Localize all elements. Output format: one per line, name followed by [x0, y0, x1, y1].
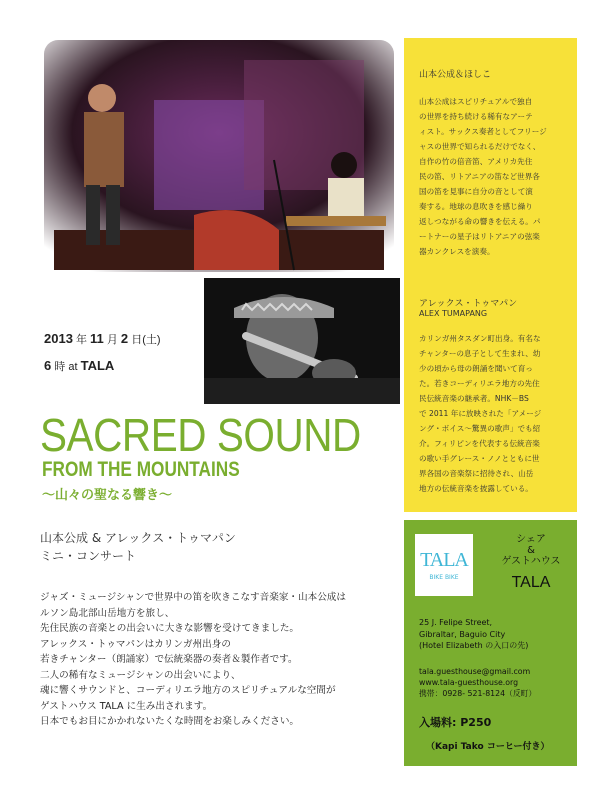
bio1-line: の世界を持ち続ける稀有なアーテ — [419, 112, 533, 121]
share-line1: シェア — [516, 534, 546, 545]
sub-title: FROM THE MOUNTAINS — [42, 458, 240, 481]
tala-logo — [415, 534, 473, 596]
performers-line: 山本公成 & アレックス・トゥマパン — [40, 531, 236, 545]
bio2-line: た。若きコーディリエラ地方の先住 — [419, 379, 540, 388]
date-day: 2 — [120, 331, 129, 346]
admission-fee: 入場料: P250 — [419, 716, 492, 729]
description-line: ジャズ・ミュージシャンで世界中の笛を吹きこなす音楽家・山本公成は — [40, 592, 346, 603]
address-line: 25 J. Felipe Street, — [419, 618, 493, 627]
logo-text: TALA — [420, 549, 468, 571]
bio2-line: 民伝統音楽の継承者。NHK－BS — [419, 394, 529, 403]
date-day-suffix: 日 — [131, 334, 143, 346]
bio2-line: ング・ボイス〜驚異の歌声」でも紹 — [419, 424, 541, 433]
venue-address — [419, 617, 528, 652]
venue-panel — [404, 520, 577, 766]
time-suffix: 時 — [54, 361, 66, 373]
bio2-heading-en: ALEX TUMAPANG — [419, 309, 488, 318]
bio1-line: 民の笛、リトアニアの笛など世界各 — [419, 172, 540, 181]
bio1-line: 器カンクレスを演奏。 — [419, 247, 495, 256]
description-line: アレックス・トゥマパンはカリンガ州出身の — [40, 638, 231, 650]
venue-prefix: at — [68, 361, 78, 373]
address-line: (Hotel Elizabeth の入口の先) — [419, 641, 529, 650]
bio1-line: ートナーの星子はリトアニアの弦楽 — [419, 232, 540, 241]
description-line: 先住民族の音楽との出会いに大きな影響を受けてきました。 — [40, 623, 300, 634]
bio-panel — [404, 38, 577, 512]
phone-number: 携帯：0928- 521-8124（反町） — [419, 689, 537, 698]
description-line: ルソン島北部山岳地方を旅し、 — [40, 607, 175, 619]
address-line: Gibraltar, Baguio City — [419, 629, 506, 639]
website-link[interactable]: www.tala-guesthouse.org — [419, 678, 519, 687]
bio1-line: 山本公成はスピリチュアルで独自 — [419, 97, 533, 106]
japanese-title: 〜山々の聖なる響き〜 — [42, 488, 173, 503]
description-line: 若きチャンター（朗誦家）で伝統楽器の奏者＆製作者です。 — [40, 654, 298, 665]
bio1-line: 国の笛を見事に自分の音として演 — [419, 187, 533, 196]
bio2-line: 地方の伝統音楽を披露している。 — [419, 484, 533, 493]
email-link[interactable]: tala.guesthouse@gmail.com — [419, 667, 531, 676]
description-line: 二人の稀有なミュージシャンの出会いにより、 — [40, 669, 241, 681]
date-month-suffix: 月 — [106, 334, 118, 346]
bio2-line: 界各国の音楽祭に招待され、山岳 — [419, 469, 534, 478]
fee-note: （Kapi Tako コーヒー付き） — [426, 742, 550, 752]
description-line: 魂に響くサウンドと、コーディリエラ地方のスピリチュアルな空間が — [40, 685, 336, 696]
description-line: ゲストハウス TALA に生み出されます。 — [40, 700, 213, 712]
event-description — [40, 590, 400, 730]
bio2-line: カリンガ州タスダン町出身。有名な — [419, 334, 541, 343]
performers-block — [40, 529, 236, 565]
date-year-suffix: 年 — [75, 334, 87, 346]
logo-sub: BIKE BIKE — [429, 574, 459, 581]
bio1-line: ィスト。サックス奏者としてフリージ — [419, 127, 547, 136]
date-weekday: (土) — [142, 334, 161, 346]
bio2-line: で 2011 年に放映された「アメージ — [419, 409, 542, 418]
bio1-line: 返しつながる命の響きを伝える。パ — [419, 217, 541, 226]
bio2-line: の歌い手グレース・ノノとともに世 — [419, 454, 540, 463]
bio1-line: ャスの世界で知られるだけでなく、 — [419, 142, 541, 151]
bio2-line: 介。フィリピンを代表する伝統音楽 — [419, 439, 540, 448]
guesthouse-name: TALA — [511, 574, 551, 591]
share-line2: & — [527, 545, 535, 556]
date-year: 2013 — [44, 331, 73, 346]
bio2-line: チャンターの息子として生まれ、幼 — [419, 349, 541, 358]
bio1-text — [419, 94, 569, 259]
venue-contact — [419, 666, 536, 699]
bio2-heading-jp: アレックス・トゥマパン — [419, 299, 518, 309]
guesthouse-label — [488, 534, 574, 567]
event-type: ミニ・コンサート — [40, 549, 137, 563]
venue-name: TALA — [80, 358, 115, 373]
performance-photo — [44, 40, 394, 272]
bio2-line: 少の頃から母の朗誦を聞いて育っ — [419, 364, 533, 373]
bio1-line: 自作の竹の倍音笛、アメリカ先住 — [419, 157, 533, 166]
bio1-heading: 山本公成＆ほしこ — [419, 70, 492, 80]
bio2-text — [419, 331, 569, 496]
share-line3: ゲストハウス — [501, 556, 561, 567]
description-line: 日本でもお目にかかれないたくな時間をお楽しみください。 — [40, 716, 300, 727]
event-date — [44, 331, 161, 347]
main-title: SACRED SOUND — [40, 409, 361, 461]
event-time — [44, 358, 114, 374]
time-hour: 6 — [44, 358, 52, 373]
flute-player-photo — [204, 278, 400, 404]
date-month: 11 — [90, 331, 104, 346]
bio1-line: 奏する。地球の息吹きを感じ繰り — [419, 202, 533, 211]
